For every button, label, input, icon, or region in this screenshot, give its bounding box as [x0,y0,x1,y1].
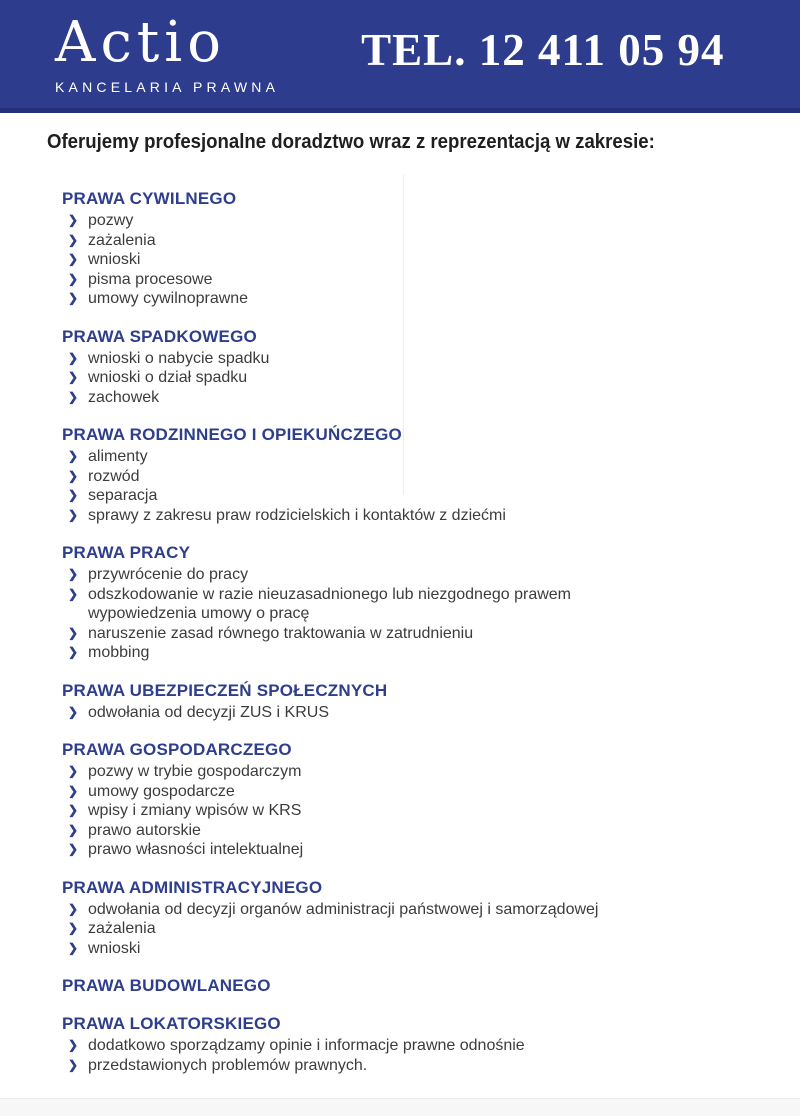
item-text: naruszenie zasad równego traktowania w zatrudnieniu [88,624,474,642]
list-item [62,840,770,860]
section [62,975,770,996]
item-text: mobbing [88,644,150,661]
section [62,542,770,663]
list-item [62,801,770,821]
list-item [62,231,770,251]
item-text: rozwód [88,467,140,485]
list-item [62,762,770,782]
list-item [62,447,770,467]
item-text: wnioski o dział spadku [88,369,248,386]
list-item [62,900,770,920]
list-item [62,624,770,644]
list-item [62,211,770,231]
chevron-bullet-icon: ❯ [68,783,79,798]
list-item [62,703,770,723]
list-item [62,368,770,388]
item-text: wnioski [88,251,141,268]
header-bar [0,0,800,113]
item-text: dodatkowo sporządzamy opinie i informacje prawne odnośnie [88,1037,525,1054]
section-title: PRAWA ADMINISTRACYJNEGO [62,877,323,897]
logo-subtitle: KANCELARIA PRAWNA [55,79,280,95]
list-item [62,388,770,408]
intro-text: Oferujemy profesjonalne doradztwo wraz z reprezentacją w zakresie: [47,131,655,153]
item-text: zachowek [88,388,160,406]
item-text: odwołania od decyzji organów administracji państwowej i samorządowej [88,900,599,918]
item-text: odszkodowanie w razie nieuzasadnionego lub niezgodnego prawem wypowiedzenia umowy o pracę [88,585,571,622]
chevron-bullet-icon: ❯ [68,232,79,247]
list-item [62,1056,770,1076]
chevron-bullet-icon: ❯ [68,803,79,817]
chevron-bullet-icon: ❯ [68,370,79,384]
chevron-bullet-icon: ❯ [68,625,79,640]
chevron-bullet-icon: ❯ [68,389,79,404]
list-item [62,349,770,369]
chevron-bullet-icon: ❯ [68,488,79,502]
list-item [62,585,770,624]
item-text: wnioski [88,939,141,957]
item-text: separacja [88,487,158,504]
section-items [62,211,770,309]
section-title: PRAWA GOSPODARCZEGO [62,740,292,759]
list-item [62,486,770,506]
logo: Actio [55,10,226,75]
list-item [62,270,770,290]
list-item [62,643,770,663]
footer-bar [0,1098,800,1116]
list-item [62,565,770,585]
item-text: alimenty [88,448,148,465]
item-text: pozwy [88,212,134,229]
section [62,1013,770,1075]
chevron-bullet-icon: ❯ [68,822,79,837]
chevron-bullet-icon: ❯ [68,567,79,581]
item-text: zażalenia [88,231,156,249]
chevron-bullet-icon: ❯ [68,764,79,778]
logo-block [55,12,279,95]
section-title: PRAWA PRACY [62,543,191,562]
chevron-bullet-icon: ❯ [68,449,79,463]
list-item [62,506,770,526]
item-text: zażalenia [88,920,156,937]
section [62,188,770,309]
section-title: PRAWA CYWILNEGO [62,189,237,208]
section-title: PRAWA BUDOWLANEGO [62,976,271,995]
chevron-bullet-icon: ❯ [68,507,79,522]
chevron-bullet-icon: ❯ [68,704,79,719]
section-title: PRAWA RODZINNEGO I OPIEKUŃCZEGO [62,425,402,444]
section-items [62,349,770,408]
list-item [62,289,770,309]
column-divider [403,175,404,495]
section-items [62,900,770,959]
section-items [62,703,770,723]
section [62,877,770,959]
chevron-bullet-icon: ❯ [68,213,79,227]
chevron-bullet-icon: ❯ [68,586,79,601]
chevron-bullet-icon: ❯ [68,645,79,659]
section [62,680,770,723]
sections [47,188,770,1075]
chevron-bullet-icon: ❯ [68,901,79,916]
item-text: prawo autorskie [88,821,201,839]
section [62,326,770,408]
section-title: PRAWA SPADKOWEGO [62,326,257,346]
phone-number: TEL. 12 411 05 94 [361,25,725,75]
section [62,424,770,525]
item-text: odwołania od decyzji ZUS i KRUS [88,703,329,721]
item-text: wnioski o nabycie spadku [88,349,270,367]
item-text: sprawy z zakresu praw rodzicielskich i kontaktów z dziećmi [88,506,506,524]
section-items [62,762,770,860]
item-text: przedstawionych problemów prawnych. [88,1056,368,1074]
chevron-bullet-icon: ❯ [68,940,79,955]
chevron-bullet-icon: ❯ [68,252,79,266]
chevron-bullet-icon: ❯ [68,1038,79,1052]
item-text: umowy gospodarcze [88,782,235,800]
list-item [62,467,770,487]
section [62,739,770,860]
list-item [62,919,770,939]
chevron-bullet-icon: ❯ [68,468,79,483]
item-text: przywrócenie do pracy [88,566,249,583]
list-item [62,782,770,802]
list-item [62,1036,770,1056]
item-text: umowy cywilnoprawne [88,290,249,307]
chevron-bullet-icon: ❯ [68,291,79,305]
list-item [62,250,770,270]
section-items [62,1036,770,1075]
section-items [62,565,770,663]
chevron-bullet-icon: ❯ [68,921,79,935]
chevron-bullet-icon: ❯ [68,842,79,856]
section-items [62,447,770,525]
item-text: wpisy i zmiany wpisów w KRS [88,802,302,819]
item-text: pisma procesowe [88,270,213,288]
chevron-bullet-icon: ❯ [68,350,79,365]
section-title: PRAWA LOKATORSKIEGO [62,1014,281,1033]
list-item [62,821,770,841]
item-text: pozwy w trybie gospodarczym [88,763,302,780]
section-title: PRAWA UBEZPIECZEŃ SPOŁECZNYCH [62,680,388,700]
list-item [62,939,770,959]
item-text: prawo własności intelektualnej [88,841,304,858]
chevron-bullet-icon: ❯ [68,271,79,286]
main-content [0,129,800,1075]
chevron-bullet-icon: ❯ [68,1057,79,1072]
